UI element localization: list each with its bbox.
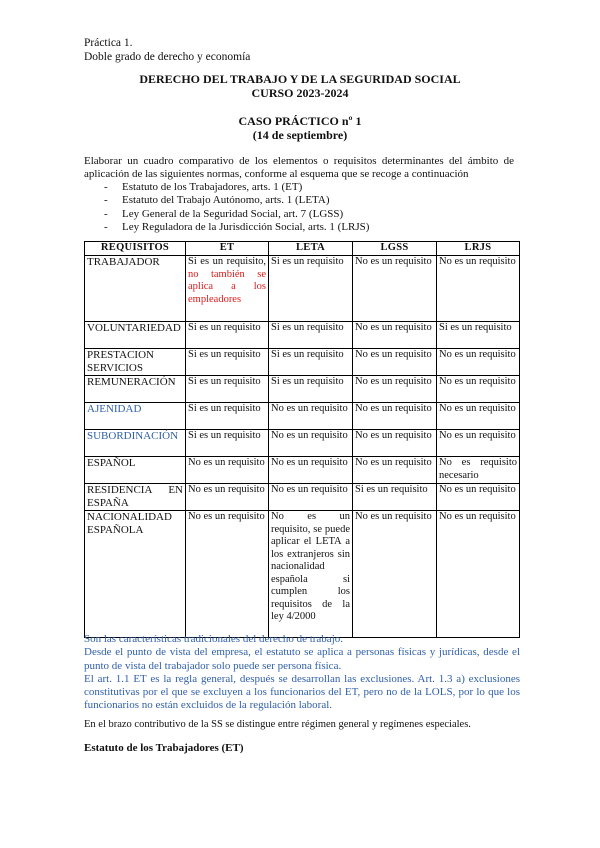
et-cell: Si es un requisito [186, 322, 269, 349]
lrjs-cell: No es un requisito [437, 256, 520, 322]
leta-cell: No es un requisito [269, 457, 353, 484]
list-item: - Estatuto de los Trabajadores, arts. 1 (ET) [104, 181, 369, 194]
list-item: - Ley Reguladora de la Jurisdicción Social, arts. 1 (LRJS) [104, 221, 369, 234]
lrjs-cell: No es un requisito [437, 376, 520, 403]
lgss-cell: No es un requisito [353, 376, 437, 403]
lgss-cell: No es un requisito [353, 511, 437, 638]
course-year: CURSO 2023-2024 [251, 86, 349, 100]
case-heading [0, 114, 600, 142]
note-paragraph: Son las características tradicionales del derecho de trabajo. [84, 633, 343, 645]
leta-cell: Si es un requisito [269, 349, 353, 376]
lgss-cell: No es un requisito [353, 403, 437, 430]
lgss-cell: Si es un requisito [353, 484, 437, 511]
degree-label: Doble grado de derecho y economía [84, 51, 251, 63]
case-date: (14 de septiembre) [252, 128, 348, 142]
req-cell: AJENIDAD [85, 403, 186, 430]
blue-notes [84, 633, 520, 713]
lgss-cell: No es un requisito [353, 457, 437, 484]
et-cell: Si es un requisito [186, 403, 269, 430]
header-lrjs: LRJS [437, 242, 520, 256]
lrjs-cell: No es un requisito [437, 349, 520, 376]
note-paragraph: El art. 1.1 ET es la regla general, después se desarrollan las exclusiones. Art. 1.3 a) exclusiones constitutivas por el que se excluyen a los funcionarios del ET, pero no de la LOLS, por lo que los funcionarios no están excluidos de la regulación laboral. [84, 672, 520, 712]
leta-cell: Si es un requisito [269, 376, 353, 403]
table-row [85, 511, 520, 638]
leta-cell: Si es un requisito [269, 322, 353, 349]
laws-list [104, 181, 369, 234]
lrjs-cell: No es un requisito [437, 430, 520, 457]
leta-cell: No es un requisito, se puede aplicar el LETA a los extranjeros sin nacionalidad española si cumplen los requisitos de la ley 4/2000 [269, 511, 353, 638]
case-title: CASO PRÁCTICO nº 1 [238, 114, 362, 128]
et-value: Si es un requisito, [188, 256, 266, 267]
req-cell: ESPAÑOL [85, 457, 186, 484]
table-row [85, 376, 520, 403]
header-leta: LETA [269, 242, 353, 256]
table-row [85, 403, 520, 430]
req-cell: RESIDENCIA EN ESPAÑA [85, 484, 186, 511]
intro-paragraph: Elaborar un cuadro comparativo de los elementos o requisitos determinantes del ámbito de aplicación de las siguientes normas, conforme al esquema que se recoge a continuación [84, 155, 514, 180]
leta-cell: Si es un requisito [269, 256, 353, 322]
req-cell: TRABAJADOR [85, 256, 186, 322]
page-header [84, 36, 250, 64]
list-item: - Estatuto del Trabajo Autónomo, arts. 1 (LETA) [104, 194, 369, 207]
table-row [85, 457, 520, 484]
et-cell: No es un requisito [186, 511, 269, 638]
et-note-red: no también se aplica a los empleadores [188, 268, 266, 305]
header-lgss: LGSS [353, 242, 437, 256]
lgss-cell: No es un requisito [353, 322, 437, 349]
table-row [85, 484, 520, 511]
leta-cell: No es un requisito [269, 484, 353, 511]
subject-title: DERECHO DEL TRABAJO Y DE LA SEGURIDAD SOCIAL [139, 72, 461, 86]
req-cell: REMUNERACIÓN [85, 376, 186, 403]
comparison-table [84, 241, 520, 638]
lrjs-cell: No es un requisito [437, 484, 520, 511]
lgss-cell: No es un requisito [353, 349, 437, 376]
contributive-note: En el brazo contributivo de la SS se distingue entre régimen general y regímenes especiales. [84, 719, 471, 730]
lrjs-cell: No es un requisito [437, 403, 520, 430]
table-row [85, 349, 520, 376]
et-cell: No es un requisito [186, 457, 269, 484]
header-requisitos: REQUISITOS [85, 242, 186, 256]
course-title [0, 72, 600, 100]
practice-label: Práctica 1. [84, 37, 133, 49]
lgss-cell: No es un requisito [353, 256, 437, 322]
req-cell: VOLUNTARIEDAD [85, 322, 186, 349]
lgss-cell: No es un requisito [353, 430, 437, 457]
header-et: ET [186, 242, 269, 256]
lrjs-cell: No es un requisito [437, 511, 520, 638]
table-row [85, 430, 520, 457]
et-cell: Si es un requisito [186, 376, 269, 403]
table-row [85, 256, 520, 322]
leta-cell: No es un requisito [269, 403, 353, 430]
et-cell: No es un requisito [186, 484, 269, 511]
et-cell: Si es un requisito [186, 430, 269, 457]
et-cell: Si es un requisito [186, 349, 269, 376]
et-cell [186, 256, 269, 322]
list-item: - Ley General de la Seguridad Social, art. 7 (LGSS) [104, 208, 369, 221]
table-header-row [85, 242, 520, 256]
req-cell: PRESTACION SERVICIOS [85, 349, 186, 376]
note-paragraph: Desde el punto de vista del empresa, el estatuto se aplica a personas físicas y jurídicas, desde el punto de vista del trabajador solo puede ser persona física. [84, 646, 520, 672]
lrjs-cell: Si es un requisito [437, 322, 520, 349]
req-cell: NACIONALIDAD ESPAÑOLA [85, 511, 186, 638]
table-row [85, 322, 520, 349]
lrjs-cell: No es requisito necesario [437, 457, 520, 484]
section-heading: Estatuto de los Trabajadores (ET) [84, 742, 244, 754]
req-cell: SUBORDINACIÓN [85, 430, 186, 457]
leta-cell: No es un requisito [269, 430, 353, 457]
